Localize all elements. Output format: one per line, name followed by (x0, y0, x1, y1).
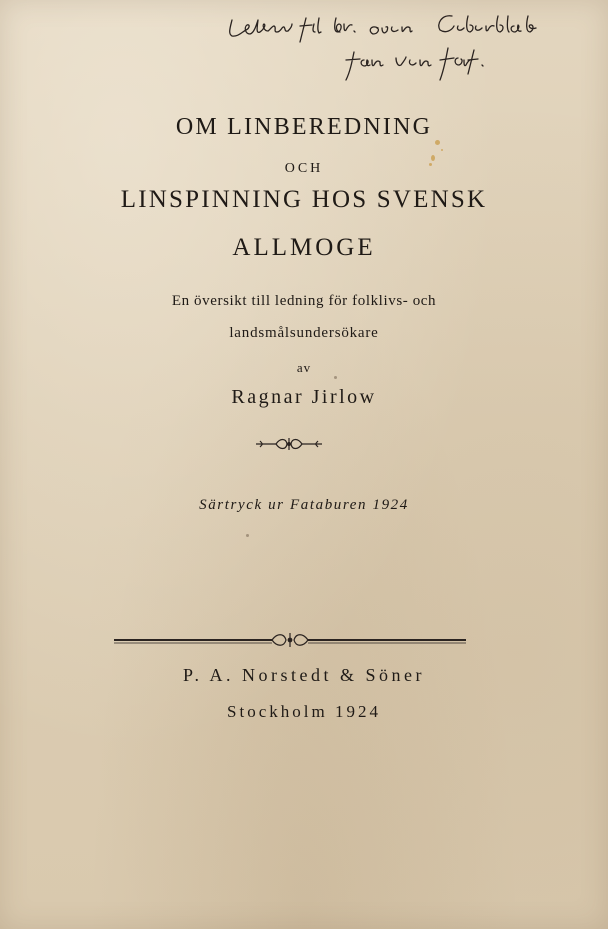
foxing-spot (431, 155, 435, 161)
foxing-spot (435, 140, 440, 145)
foxing-spot (441, 149, 443, 151)
foxing-spot (429, 163, 432, 166)
title-line-3: ALLMOGE (232, 234, 376, 261)
inscription-handwriting-image (220, 10, 580, 90)
author-name: Ragnar Jirlow (231, 386, 377, 408)
fleuron-ornament-icon (254, 436, 324, 452)
publication-place-year: Stockholm 1924 (227, 702, 381, 721)
publisher-name: P. A. Norstedt & Söner (182, 665, 425, 685)
title-conjunction: OCH (284, 161, 324, 176)
ornamental-rule-icon (112, 631, 468, 649)
handwritten-inscription (220, 10, 580, 90)
title-line-1: OM LINBEREDNING (175, 114, 433, 140)
reprint-note: Särtryck ur Fataburen 1924 (199, 497, 409, 513)
subtitle-line-2: landsmålsundersökare (229, 325, 379, 341)
title-line-2: LINSPINNING HOS SVENSK (120, 186, 488, 213)
foxing-spot (246, 534, 249, 537)
foxing-spot (334, 376, 337, 379)
byline-av: av (296, 360, 312, 375)
subtitle-line-1: En översikt till ledning för folklivs- och (171, 293, 437, 309)
